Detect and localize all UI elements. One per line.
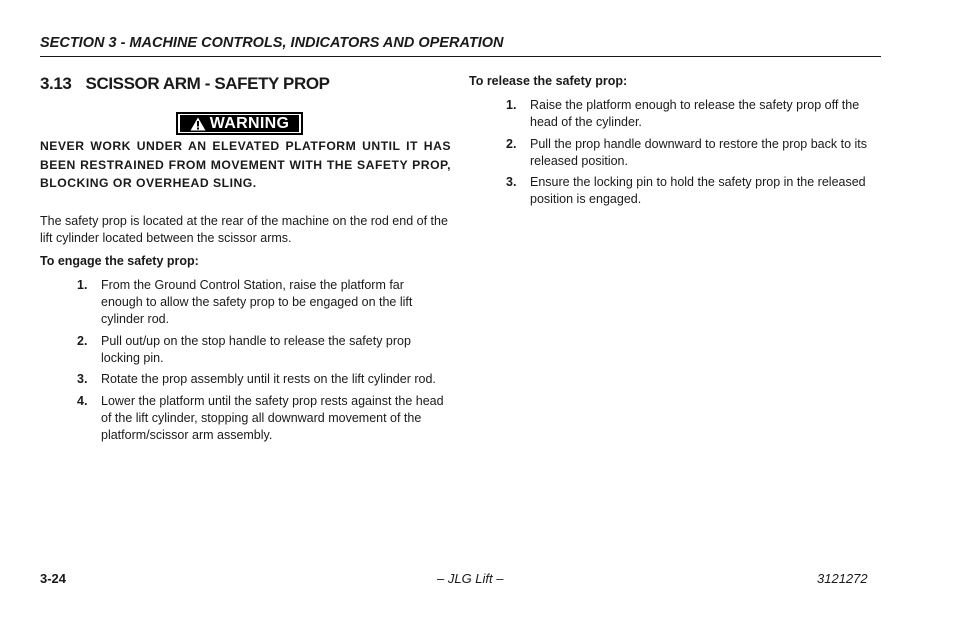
footer-center: – JLG Lift – xyxy=(437,571,504,586)
document-number: 3121272 xyxy=(817,571,868,586)
list-item: 1. Raise the platform enough to release the safety prop off the head of the cylinder. xyxy=(506,98,860,129)
list-item: 3. Rotate the prop assembly until it rests on the lift cylinder rod. xyxy=(77,372,436,386)
warning-label-text: WARNING xyxy=(209,114,290,132)
warning-triangle-icon xyxy=(190,117,206,131)
section-number: 3.13 xyxy=(40,74,72,93)
engage-heading: To engage the safety prop: xyxy=(40,254,199,268)
section-title-text: SCISSOR ARM - SAFETY PROP xyxy=(85,74,330,93)
section-header: SECTION 3 - MACHINE CONTROLS, INDICATORS AND OPERATION xyxy=(40,35,504,51)
list-item: 4. Lower the platform until the safety prop rests against the head of the lift cylinder, stopping all downward movement of the platform/scissor arm assembly. xyxy=(77,393,444,442)
list-item: 1. From the Ground Control Station, raise the platform far enough to allow the safety prop to be engaged on the lift cylinder rod. xyxy=(77,278,413,326)
page-number: 3-24 xyxy=(40,571,67,586)
list-item: 2. Pull out/up on the stop handle to release the safety prop locking pin. xyxy=(77,333,411,365)
list-item: 3. Ensure the locking pin to hold the safety prop in the released position is engaged. xyxy=(506,175,866,206)
release-heading: To release the safety prop: xyxy=(469,74,628,88)
warning-label xyxy=(176,112,303,135)
section-title xyxy=(40,74,330,94)
intro-paragraph: The safety prop is located at the rear of the machine on the rod end of the lift cylinder located between the scissor arms. xyxy=(40,214,448,245)
list-item: 2. Pull the prop handle downward to restore the prop back to its released position. xyxy=(506,136,868,168)
engage-steps xyxy=(77,277,449,448)
release-steps xyxy=(506,97,882,213)
header-rule xyxy=(40,56,881,57)
warning-text: NEVER WORK UNDER AN ELEVATED PLATFORM UNTIL IT HAS BEEN RESTRAINED FROM MOVEMENT WITH THE SAFETY PROP, BLOCKING OR OVERHEAD SLING. xyxy=(40,139,451,190)
